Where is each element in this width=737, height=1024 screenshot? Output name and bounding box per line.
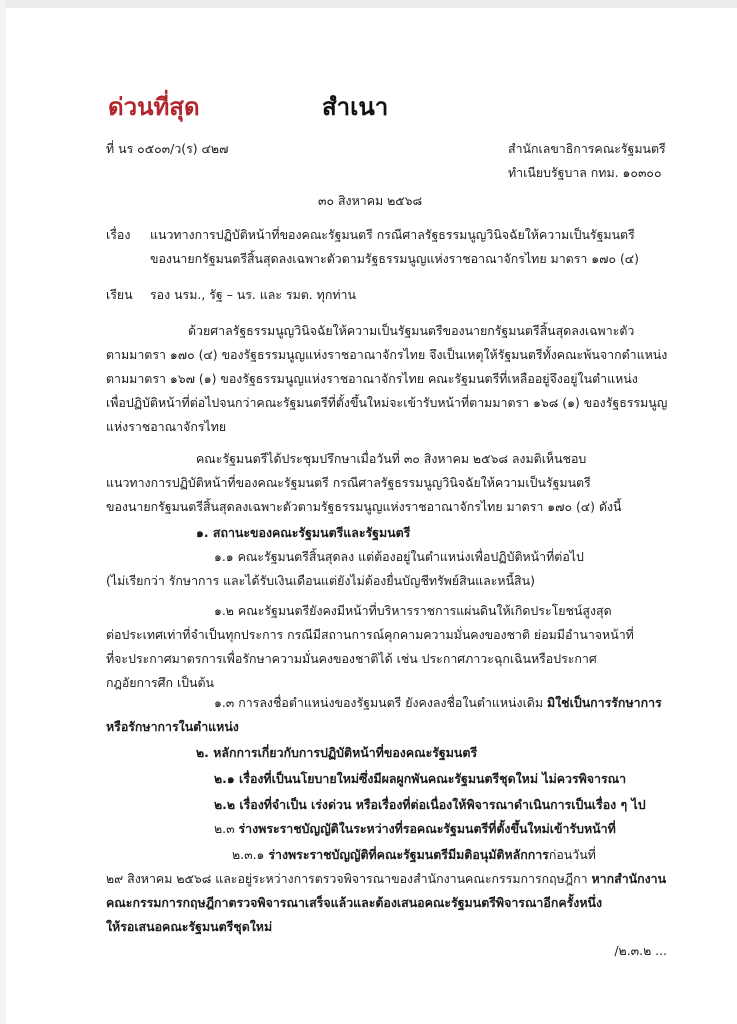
subject-label: เรื่อง: [106, 227, 131, 242]
copy-stamp: สำเนา: [322, 93, 389, 121]
item-2-3-number: ๒.๓: [214, 821, 239, 836]
item-1-2-line: ๑.๒ คณะรัฐมนตรียังคงมีหน้าที่บริหารราชการแผ่นดินให้เกิดประโยชน์สูงสุด: [214, 603, 612, 618]
paragraph-1-line: ตามมาตรา ๑๖๗ (๑) ของรัฐธรรมนูญแห่งราชอาณาจักรไทย คณะรัฐมนตรีที่เหลืออยู่จึงอยู่ในตำแหน่ง: [106, 371, 638, 386]
item-2-3-1-number: ๒.๓.๑: [232, 847, 269, 862]
paragraph-2-line: แนวทางการปฏิบัติหน้าที่ของคณะรัฐมนตรี กรณีศาลรัฐธรรมนูญวินิจฉัยให้ความเป็นรัฐมนตรี: [106, 475, 591, 490]
paragraph-2-line: คณะรัฐมนตรีได้ประชุมปรึกษาเมื่อวันที่ ๓๐ สิงหาคม ๒๕๖๘ ลงมติเห็นชอบ: [196, 451, 587, 466]
paragraph-2-line: ของนายกรัฐมนตรีสิ้นสุดลงเฉพาะตัวตามรัฐธรรมนูญแห่งราชอาณาจักรไทย มาตรา ๑๗๐ (๔) ดังนี้: [106, 499, 622, 514]
continued-marker: /๒.๓.๒ ...: [614, 943, 667, 958]
item-2-3: [214, 818, 616, 839]
item-2-3-1-line: ให้รอเสนอคณะรัฐมนตรีชุดใหม่: [106, 919, 273, 934]
paragraph-1-line: แห่งราชอาณาจักรไทย: [106, 419, 227, 434]
item-1-1-line: ๑.๑ คณะรัฐมนตรีสิ้นสุดลง แต่ต้องอยู่ในตำแหน่งเพื่อปฏิบัติหน้าที่ต่อไป: [214, 549, 584, 564]
item-1-2-line: กฎอัยการศึก เป็นต้น: [106, 675, 215, 690]
item-1-1-line: (ไม่เรียกว่า รักษาการ และได้รับเงินเดือนแต่ยังไม่ต้องยื่นบัญชีทรัพย์สินและหนี้สิน): [106, 573, 535, 588]
paragraph-1-line: เพื่อปฏิบัติหน้าที่ต่อไปจนกว่าคณะรัฐมนตรีที่ตั้งขึ้นใหม่จะเข้ารับหน้าที่ตามมาตรา ๑๖๘ (๑) ของรัฐธรรมนูญ: [106, 395, 668, 410]
paragraph-1-line: ตามมาตรา ๑๗๐ (๔) ของรัฐธรรมนูญแห่งราชอาณาจักรไทย จึงเป็นเหตุให้รัฐมนตรีทั้งคณะพ้นจากตำแหน่ง: [106, 347, 668, 362]
item-1-2-line: ต่อประเทศเท่าที่จำเป็นทุกประการ กรณีมีสถานการณ์คุกคามความมั่นคงของชาติ ย่อมมีอำนาจหน้าที่: [106, 627, 634, 642]
item-2-3-1-line: คณะกรรมการกฤษฎีกาตรวจพิจารณาเสร็จแล้วและต้องเสนอคณะรัฐมนตรีพิจารณาอีกครั้งหนึ่ง: [106, 895, 603, 910]
item-1-2-line: ที่จะประกาศมาตรการเพื่อรักษาความมั่นคงของชาติได้ เช่น ประกาศภาวะฉุกเฉินหรือประกาศ: [106, 651, 597, 666]
item-2-3-1-line: [106, 868, 666, 889]
office-name: สำนักเลขาธิการคณะรัฐมนตรี: [508, 141, 666, 156]
item-2-3-1-text: ๒๙ สิงหาคม ๒๕๖๘ และอยู่ระหว่างการตรวจพิจารณาของสำนักงานคณะกรรมการกฤษฎีกา: [106, 871, 592, 886]
item-1-3-line: [214, 692, 662, 713]
item-2-3-text: ร่างพระราชบัญญัติในระหว่างที่รอคณะรัฐมนตรีที่ตั้งขึ้นใหม่เข้ารับหน้าที่: [238, 821, 616, 836]
document-date: ๓๐ สิงหาคม ๒๕๖๘: [318, 193, 423, 208]
item-2-2: ๒.๒ เรื่องที่จำเป็น เร่งด่วน หรือเรื่องที่ต่อเนื่องให้พิจารณาดำเนินการเป็นเรื่อง ๆ ไป: [214, 797, 646, 812]
item-1-3-continuation: หรือรักษาการในตำแหน่ง: [106, 719, 239, 734]
section-1-heading: ๑. สถานะของคณะรัฐมนตรีและรัฐมนตรี: [196, 525, 411, 540]
item-2-3-1-bold-2: หากสำนักงาน: [591, 871, 667, 886]
item-2-3-1-line: [232, 844, 596, 865]
item-2-3-1-bold: ร่างพระราชบัญญัติที่คณะรัฐมนตรีมีมติอนุมัติหลักการ: [268, 847, 549, 862]
section-2-heading: ๒. หลักการเกี่ยวกับการปฏิบัติหน้าที่ของคณะรัฐมนตรี: [196, 745, 478, 760]
item-1-3-bold: มิใช่เป็นการรักษาการ: [546, 695, 662, 710]
paragraph-1-line: ด้วยศาลรัฐธรรมนูญวินิจฉัยให้ความเป็นรัฐมนตรีของนายกรัฐมนตรีสิ้นสุดลงเฉพาะตัว: [188, 323, 635, 338]
item-1-3-text: ๑.๓ การลงชื่อตำแหน่งของรัฐมนตรี ยังคงลงชื่อในตำแหน่งเดิม: [214, 695, 547, 710]
subject-line-2: ของนายกรัฐมนตรีสิ้นสุดลงเฉพาะตัวตามรัฐธรรมนูญแห่งราชอาณาจักรไทย มาตรา ๑๗๐ (๔): [150, 251, 640, 266]
document-number: ที่ นร ๐๕๐๓/ว(ร) ๔๒๗: [106, 141, 229, 156]
item-2-3-1-tail: ก่อนวันที่: [548, 847, 596, 862]
recipient-text: รอง นรม., รัฐ – นร. และ รมต. ทุกท่าน: [150, 287, 356, 302]
recipient-label: เรียน: [106, 287, 133, 302]
urgent-stamp: ด่วนที่สุด: [108, 93, 200, 121]
subject-line-1: แนวทางการปฏิบัติหน้าที่ของคณะรัฐมนตรี กรณีศาลรัฐธรรมนูญวินิจฉัยให้ความเป็นรัฐมนตรี: [150, 227, 635, 242]
office-address: ทำเนียบรัฐบาล กทม. ๑๐๓๐๐: [508, 165, 662, 180]
item-2-1: ๒.๑ เรื่องที่เป็นนโยบายใหม่ซึ่งมีผลผูกพันคณะรัฐมนตรีชุดใหม่ ไม่ควรพิจารณา: [214, 771, 627, 786]
